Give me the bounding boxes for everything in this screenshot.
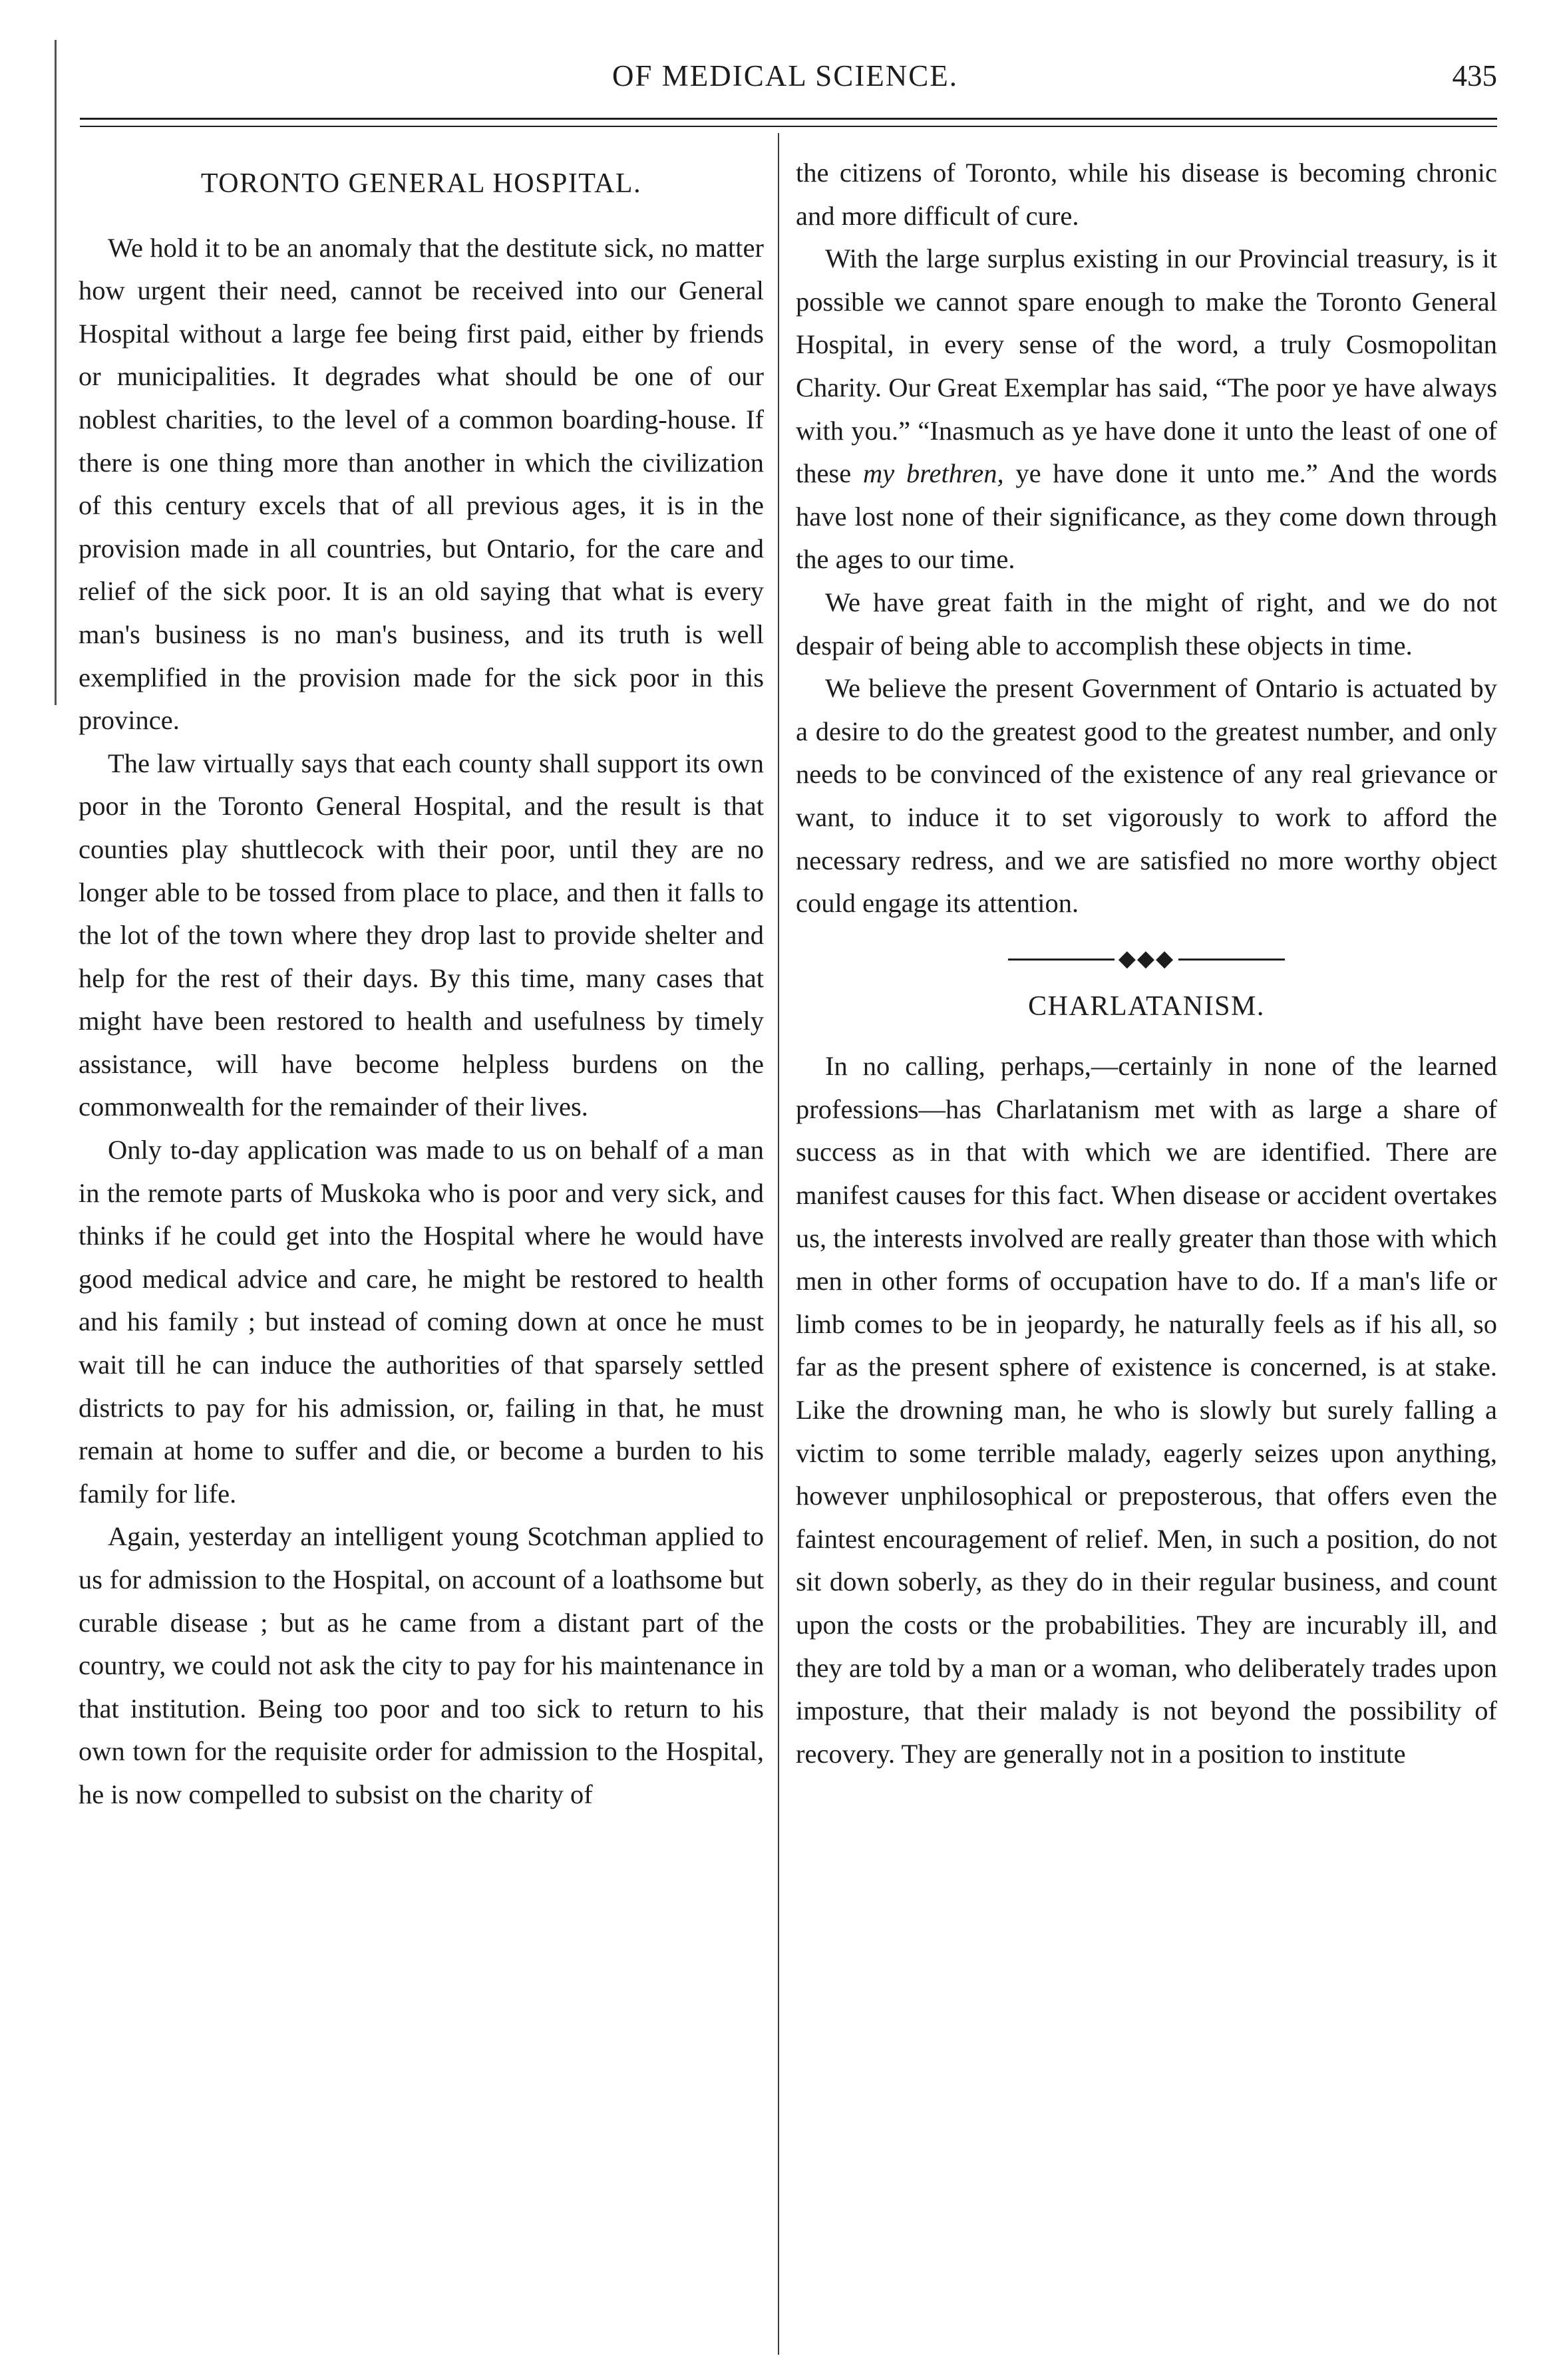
page-number: 435: [1452, 59, 1497, 92]
header-rule-bottom: [80, 126, 1497, 127]
left-column: [79, 152, 764, 1817]
continued-paragraph: the citizens of Toronto, while his disease is becoming chronic and more difficult of cure.: [796, 158, 1497, 231]
ornament-rule-left: [1008, 959, 1115, 961]
paragraph-text: With the large surplus existing in our Provincial treasury, is it possible we cannot spare enough to make the Toronto General Hospital, in every sense of the word, a truly Cosmopolitan Charity. Our Great Exemplar has said, “The poor ye have always with you.” “Inasmuch as ye have done it unto the least of one of these: [796, 243, 1497, 489]
paragraph: We believe the present Government of Ontario is actuated by a desire to do the greatest good to the greatest number, and only needs to be convinced of the existence of any real grievance or want, to induce it to set vigorously to work to afford the necessary redress, and we are satisfied no more worthy object could engage its attention.: [796, 673, 1497, 919]
running-title: OF MEDICAL SCIENCE.: [611, 59, 959, 92]
paragraph-text-continued: ye have done it unto me.” And the words have lost none of their significance, as they come down through the ages to our time.: [796, 458, 1498, 575]
paragraph: Again, yesterday an intelligent young Scotchman applied to us for admission to the Hospital, on account of a loathsome but curable disease ; but as he came from a distant part of the country, we could not ask the city to pay for his maintenance in that institution. Being too poor and too sick to return to his own town for the requisite order for admission to the Hospital, he is now compelled to subsist on the charity of: [79, 1521, 764, 1809]
header-rule-top: [80, 118, 1497, 120]
paragraph: In no calling, perhaps,—certainly in none of the learned professions—has Charlatanism met with as large a share of success as in that with which we are identified. There are manifest causes for this fact. When disease or accident overtakes us, the interests involved are really greater than those with which men in other forms of occupation have to do. If a man's life or limb comes to be in jeopardy, he naturally feels as if his all, so far as the present sphere of existence is concerned, is at stake. Like the drowning man, he who is slowly but surely falling a victim to some terrible malady, eagerly seizes upon anything, however unphilosophical or preposterous, that offers even the faintest encouragement of relief. Men, in such a position, do not sit down soberly, as they do in their regular business, and count upon the costs or the probabilities. They are incurably ill, and they are told by a man or a woman, who deliberately trades upon imposture, that their malady is not beyond the possibility of recovery. They are generally not in a position to institute: [796, 1051, 1497, 1769]
running-head: [73, 59, 1497, 105]
section-ornament: [796, 935, 1497, 985]
paragraph: The law virtually says that each county shall support its own poor in the Toronto General Hospital, and the result is that counties play shuttlecock with their poor, until they are no longer able to be tossed from place to place, and then it falls to the lot of the town where they drop last to provide shelter and help for the rest of their days. By this time, many cases that might have been restored to health and usefulness by timely assistance, will have become helpless burdens on the commonwealth for the remainder of their lives.: [79, 748, 764, 1122]
ornament-diamonds-icon: ◆◆◆: [1118, 947, 1175, 972]
ornament-rule-right: [1178, 959, 1285, 961]
paragraph: [796, 237, 1497, 581]
paragraph: We have great faith in the might of right, and we do not despair of being able to accomplish these objects in time.: [796, 587, 1497, 661]
paragraph: We hold it to be an anomaly that the destitute sick, no matter how urgent their need, cannot be received into our General Hospital without a large fee being first paid, either by friends or municipalities. It degrades what should be one of our noblest charities, to the level of a common boarding-house. If there is one thing more than another in which the civilization of this century excels that of all previous ages, it is in the provision made in all countries, but Ontario, for the care and relief of the sick poor. It is an old saying that what is every man's business is no man's business, and its truth is well exemplified in the provision made for the sick poor in this province.: [79, 232, 764, 736]
article-title-toronto-general-hospital: TORONTO GENERAL HOSPITAL.: [200, 168, 642, 199]
column-divider: [778, 133, 779, 2355]
left-margin-line: [55, 40, 57, 705]
article-title-charlatanism: CHARLATANISM.: [1028, 990, 1265, 1022]
paragraph: Only to-day application was made to us on behalf of a man in the remote parts of Muskoka who is poor and very sick, and thinks if he could get into the Hospital where he would have good medical advice and care, he might be restored to health and his family ; but instead of coming down at once he must wait till he can induce the authorities of that sparsely settled districts to pay for his admission, or, failing in that, he must remain at home to suffer and die, or become a burden to his family for life.: [79, 1135, 764, 1509]
italic-phrase: my brethren,: [863, 458, 1004, 489]
right-column: [796, 152, 1497, 1775]
